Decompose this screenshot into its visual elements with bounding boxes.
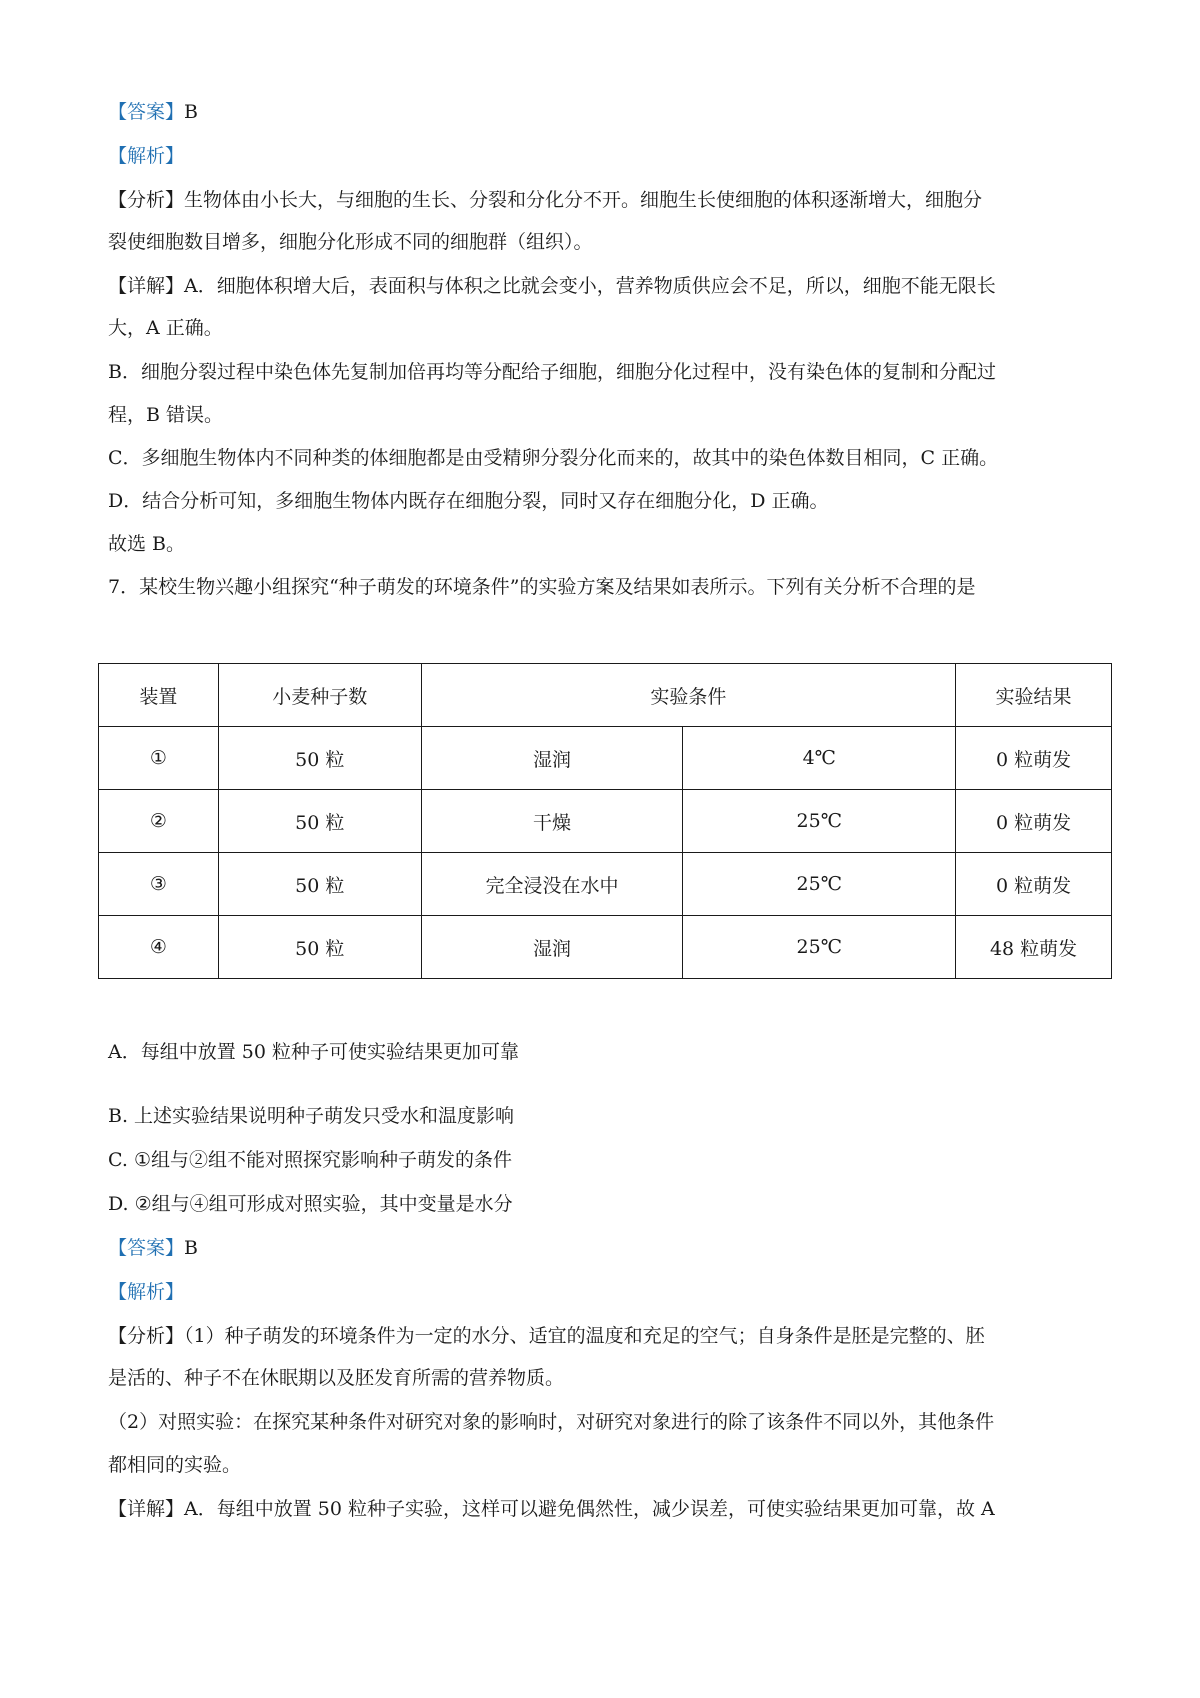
q7-stem: 7．某校生物兴趣小组探究“种子萌发的环境条件”的实验方案及结果如表所示。下列有关分析不合理的是	[108, 576, 976, 598]
cell-device: ④	[99, 916, 219, 979]
cell-moisture: 完全浸没在水中	[421, 853, 683, 916]
fenxi-tag: 【分析】	[108, 189, 185, 211]
q6-option-c: C．多细胞生物体内不同种类的体细胞都是由受精卵分裂分化而来的，故其中的染色体数目相同，C 正确。	[108, 447, 999, 469]
q7-option-c: C. ①组与②组不能对照探究影响种子萌发的条件	[108, 1149, 512, 1171]
xiangjie-text: A．每组中放置 50 粒种子实验，这样可以避免偶然性，减少误差，可使实验结果更加可靠，故 A	[184, 1498, 995, 1520]
cell-moisture: 湿润	[421, 727, 683, 790]
header-conditions: 实验条件	[421, 664, 955, 727]
table-header-row	[99, 664, 1112, 727]
q6-conclusion: 故选 B。	[108, 533, 186, 555]
answer-value: B	[184, 101, 198, 123]
q7-xiangjie-line	[108, 1495, 995, 1523]
q6-xiangjie-line-1	[108, 272, 996, 300]
cell-result: 48 粒萌发	[956, 916, 1112, 979]
q6-option-b-line-1: B．细胞分裂过程中染色体先复制加倍再均等分配给子细胞，细胞分化过程中，没有染色体的复制和分配过	[108, 361, 996, 383]
q6-xiangjie-line-2: 大，A 正确。	[108, 317, 223, 339]
cell-temperature: 25℃	[683, 790, 956, 853]
answer-tag: 【答案】	[108, 1237, 185, 1259]
q7-jiexi-tag: 【解析】	[108, 1281, 185, 1303]
cell-moisture: 干燥	[421, 790, 683, 853]
q7-option-b: B. 上述实验结果说明种子萌发只受水和温度影响	[108, 1105, 515, 1127]
xiangjie-text: A．细胞体积增大后，表面积与体积之比就会变小，营养物质供应会不足，所以，细胞不能无限长	[184, 275, 996, 297]
table-row	[99, 853, 1112, 916]
experiment-table	[98, 663, 1112, 979]
cell-device: ①	[99, 727, 219, 790]
table-row	[99, 916, 1112, 979]
q7-fenxi-line-3: （2）对照实验：在探究某种条件对研究对象的影响时，对研究对象进行的除了该条件不同以外，其他条件	[108, 1411, 995, 1433]
q6-option-b-line-2: 程，B 错误。	[108, 404, 224, 426]
q6-answer-line	[108, 98, 198, 126]
cell-result: 0 粒萌发	[956, 790, 1112, 853]
header-result: 实验结果	[956, 664, 1112, 727]
cell-temperature: 25℃	[683, 853, 956, 916]
header-device: 装置	[99, 664, 219, 727]
cell-temperature: 4℃	[683, 727, 956, 790]
answer-tag: 【答案】	[108, 101, 185, 123]
q7-fenxi-line-4: 都相同的实验。	[108, 1454, 242, 1476]
table-row	[99, 790, 1112, 853]
cell-seed-count: 50 粒	[218, 727, 421, 790]
q6-jiexi-tag: 【解析】	[108, 145, 185, 167]
q7-option-a: A．每组中放置 50 粒种子可使实验结果更加可靠	[108, 1041, 519, 1063]
header-seed-count: 小麦种子数	[218, 664, 421, 727]
q7-fenxi-line-1	[108, 1322, 985, 1350]
fenxi-tag: 【分析】	[108, 1325, 185, 1347]
cell-result: 0 粒萌发	[956, 727, 1112, 790]
q7-option-d: D. ②组与④组可形成对照实验，其中变量是水分	[108, 1193, 513, 1215]
q7-fenxi-line-2: 是活的、种子不在休眠期以及胚发育所需的营养物质。	[108, 1367, 565, 1389]
cell-device: ③	[99, 853, 219, 916]
cell-temperature: 25℃	[683, 916, 956, 979]
cell-seed-count: 50 粒	[218, 853, 421, 916]
fenxi-text: 生物体由小长大，与细胞的生长、分裂和分化分不开。细胞生长使细胞的体积逐渐增大，细胞分	[184, 189, 983, 211]
fenxi-text: （1）种子萌发的环境条件为一定的水分、适宜的温度和充足的空气；自身条件是胚是完整的、胚	[184, 1325, 985, 1347]
cell-seed-count: 50 粒	[218, 790, 421, 853]
answer-value: B	[184, 1237, 198, 1259]
cell-moisture: 湿润	[421, 916, 683, 979]
q6-fenxi-line-1	[108, 186, 982, 214]
cell-device: ②	[99, 790, 219, 853]
q6-fenxi-line-2: 裂使细胞数目增多，细胞分化形成不同的细胞群（组织）。	[108, 231, 593, 253]
cell-seed-count: 50 粒	[218, 916, 421, 979]
table-row	[99, 727, 1112, 790]
q6-option-d: D．结合分析可知，多细胞生物体内既存在细胞分裂，同时又存在细胞分化，D 正确。	[108, 490, 829, 512]
q7-answer-line	[108, 1234, 198, 1262]
xiangjie-tag: 【详解】	[108, 1498, 185, 1520]
xiangjie-tag: 【详解】	[108, 275, 185, 297]
cell-result: 0 粒萌发	[956, 853, 1112, 916]
